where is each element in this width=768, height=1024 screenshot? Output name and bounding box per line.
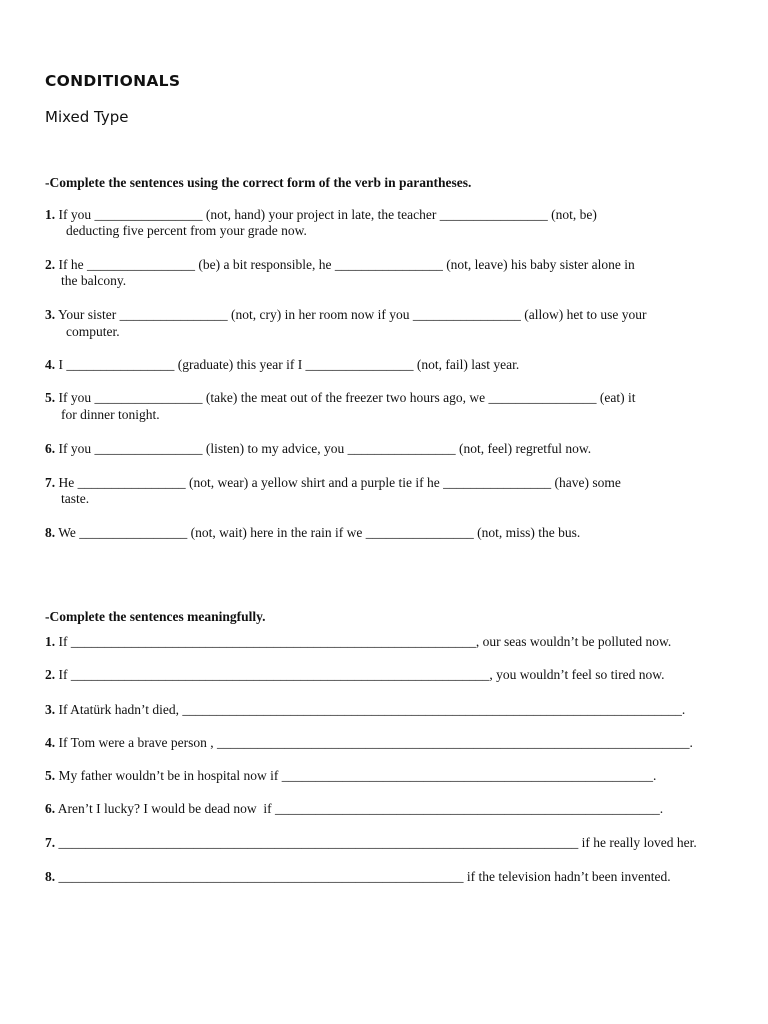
item-continuation: for dinner tonight. bbox=[61, 407, 160, 422]
item-text: If Tom were a brave person , ______________________________________________________________________. bbox=[55, 735, 693, 750]
item-text: If ______________________________________________________________, you wouldn’t feel so tired now. bbox=[55, 667, 665, 682]
item-text: _____________________________________________________________________________ if he really loved her. bbox=[55, 835, 697, 850]
item-number: 7. bbox=[45, 835, 56, 850]
page-title: CONDITIONALS bbox=[45, 72, 181, 90]
item-number: 3. bbox=[45, 307, 56, 322]
item-number: 6. bbox=[45, 801, 56, 816]
section2-instruction: -Complete the sentences meaningfully. bbox=[45, 609, 266, 624]
item-text: If ____________________________________________________________, our seas wouldn’t be polluted now. bbox=[55, 634, 672, 649]
item-text: If he ________________ (be) a bit responsible, he ________________ (not, leave) his baby sister alone in bbox=[55, 257, 635, 272]
section2-item bbox=[45, 768, 656, 784]
item-number: 1. bbox=[45, 634, 56, 649]
item-number: 5. bbox=[45, 390, 56, 405]
item-number: 1. bbox=[45, 207, 56, 222]
section2-item bbox=[45, 702, 685, 718]
section2-item bbox=[45, 801, 663, 817]
item-number: 5. bbox=[45, 768, 56, 783]
item-continuation: taste. bbox=[61, 491, 90, 506]
section2-item bbox=[45, 835, 697, 851]
item-text: Aren’t I lucky? I would be dead now if _________________________________________________________. bbox=[55, 801, 664, 816]
item-text: He ________________ (not, wear) a yellow shirt and a purple tie if he ________________ (have) some bbox=[55, 475, 621, 490]
item-number: 7. bbox=[45, 475, 56, 490]
item-text: If Atatürk hadn’t died, __________________________________________________________________________. bbox=[55, 702, 686, 717]
item-number: 8. bbox=[45, 525, 56, 540]
item-text: If you ________________ (listen) to my advice, you ________________ (not, feel) regretful now. bbox=[55, 441, 592, 456]
item-number: 6. bbox=[45, 441, 56, 456]
item-text: If you ________________ (not, hand) your project in late, the teacher ________________ (not, be) bbox=[55, 207, 597, 222]
item-number: 4. bbox=[45, 357, 56, 372]
item-text: My father wouldn’t be in hospital now if _______________________________________________________. bbox=[55, 768, 657, 783]
item-text: I ________________ (graduate) this year if I ________________ (not, fail) last year. bbox=[55, 357, 520, 372]
section2-item bbox=[45, 735, 693, 751]
section1-instruction: -Complete the sentences using the correct form of the verb in parantheses. bbox=[45, 175, 472, 190]
item-continuation: computer. bbox=[66, 324, 120, 339]
item-continuation: deducting five percent from your grade now. bbox=[66, 223, 307, 238]
section2-item bbox=[45, 869, 671, 885]
item-text: We ________________ (not, wait) here in the rain if we ________________ (not, miss) the bus. bbox=[55, 525, 581, 540]
item-continuation: the balcony. bbox=[61, 273, 127, 288]
item-text: If you ________________ (take) the meat out of the freezer two hours ago, we ________________ (eat) it bbox=[55, 390, 636, 405]
section2-item bbox=[45, 667, 664, 683]
item-number: 2. bbox=[45, 667, 56, 682]
page-subtitle: Mixed Type bbox=[45, 108, 129, 126]
item-number: 3. bbox=[45, 702, 56, 717]
item-number: 4. bbox=[45, 735, 56, 750]
item-text: Your sister ________________ (not, cry) in her room now if you ________________ (allow) het to use your bbox=[55, 307, 647, 322]
item-number: 8. bbox=[45, 869, 56, 884]
section2-item bbox=[45, 634, 671, 650]
item-text: ____________________________________________________________ if the television hadn’t been invented. bbox=[55, 869, 671, 884]
item-number: 2. bbox=[45, 257, 56, 272]
